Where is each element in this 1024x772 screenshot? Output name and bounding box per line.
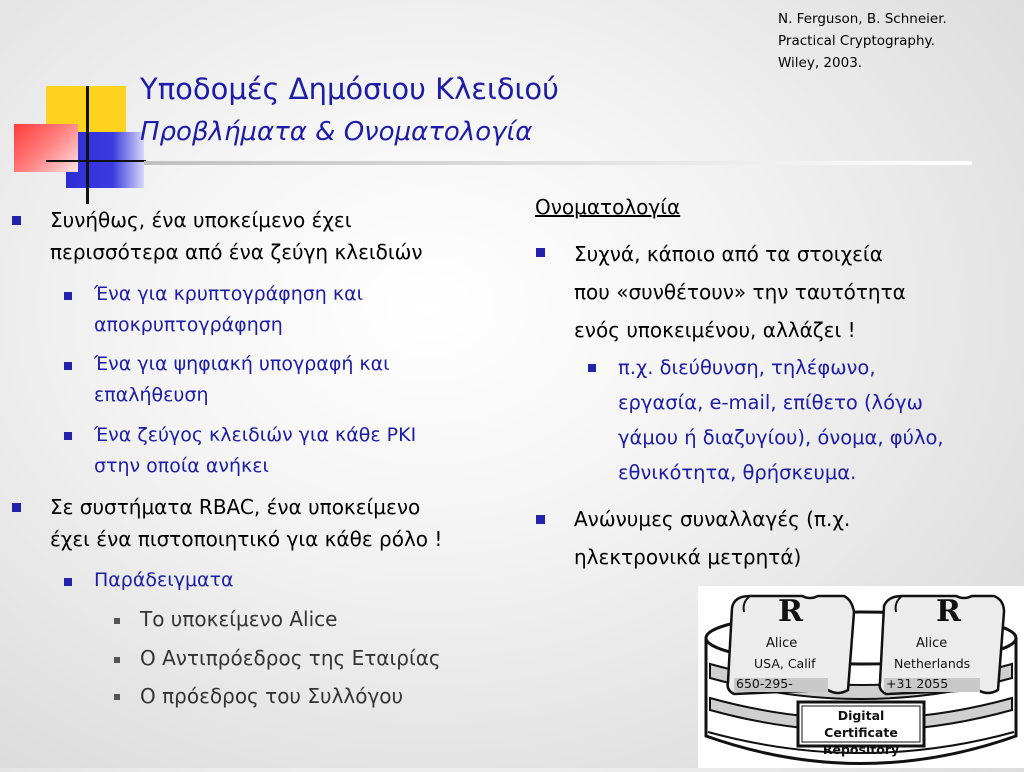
title-underline-rule	[144, 161, 972, 165]
sub-bullet-text	[94, 420, 416, 482]
sub-bullet-text	[94, 279, 363, 341]
citation-line: Practical Cryptography.	[778, 33, 935, 49]
sub-bullet-text	[618, 350, 944, 490]
bullet-marker	[64, 578, 72, 586]
section-heading: Ονοματολογία	[535, 195, 681, 219]
bullet-line: Ένα για ψηφιακή υπογραφή και	[94, 353, 390, 375]
bullet-line: Ανώνυμες συναλλαγές (π.χ.	[574, 507, 851, 531]
cert2-letter: R	[936, 594, 961, 629]
repository-label-line: Digital Certificate	[824, 708, 898, 740]
bullet-line: Σε συστήματα RBAC, ένα υποκείμενο	[50, 495, 421, 519]
bullet-line: Ένα ζεύγος κλειδιών για κάθε PKI	[94, 424, 417, 446]
bullet-marker	[536, 248, 545, 257]
bullet-text	[50, 204, 423, 268]
bullet-line: περισσότερα από ένα ζεύγη κλειδιών	[50, 240, 423, 264]
bullet-marker	[536, 515, 545, 524]
bullet-line: γάμου ή διαζυγίου), όνομα, φύλο,	[618, 426, 944, 449]
subsub-bullet-text: Ο Αντιπρόεδρος της Εταιρίας	[140, 646, 441, 670]
cert1-letter: R	[778, 594, 803, 629]
bullet-line: εργασία, e-mail, επίθετο (λόγω	[618, 391, 923, 414]
deco-horizontal-line	[46, 160, 146, 162]
bullet-line: επαλήθευση	[94, 384, 209, 406]
citation	[778, 8, 947, 74]
repository-label-line: Repository	[822, 742, 900, 757]
bullet-marker	[12, 503, 21, 512]
bullet-text	[574, 500, 850, 576]
bullet-text	[50, 491, 442, 555]
bullet-line: Συνήθως, ένα υποκείμενο έχει	[50, 208, 352, 232]
subsub-bullet-text: Ο πρόεδρος του Συλλόγου	[140, 684, 404, 708]
bullet-marker	[64, 432, 72, 440]
cert1-name: Alice	[766, 636, 798, 651]
bullet-line: εθνικότητα, θρήσκευμα.	[618, 461, 857, 484]
slide-title: Υποδομές Δημόσιου Κλειδιού	[140, 72, 559, 106]
bullet-marker	[588, 364, 596, 372]
deco-red-square	[14, 124, 78, 172]
bullet-line: στην οποία ανήκει	[94, 455, 269, 477]
sub-bullet-text	[94, 349, 390, 411]
citation-line: N. Ferguson, B. Schneier.	[778, 11, 947, 27]
slide-subtitle: Προβλήματα & Ονοματολογία	[140, 117, 533, 147]
bullet-line: ενός υποκειμένου, αλλάζει !	[574, 318, 856, 342]
bullet-line: ηλεκτρονικά μετρητά)	[574, 545, 802, 569]
bullet-line: που «συνθέτουν» την ταυτότητα	[574, 280, 906, 304]
bullet-line: έχει ένα πιστοποιητικό για κάθε ρόλο !	[50, 527, 443, 551]
bullet-line: Συχνά, κάποιο από τα στοιχεία	[574, 242, 883, 266]
subsub-bullet-text: Το υποκείμενο Alice	[140, 607, 338, 631]
sub-bullet-text: Παράδειγματα	[94, 569, 234, 591]
bullet-marker	[64, 362, 72, 370]
repository-label	[802, 707, 920, 758]
bullet-marker	[64, 292, 72, 300]
certificate-repository-figure	[698, 586, 1024, 768]
cert1-phone: 650-295-	[736, 676, 793, 691]
bullet-text	[574, 235, 906, 349]
cert2-phone: +31 2055	[886, 676, 949, 691]
bullet-line: Ένα για κρυπτογράφηση και	[94, 283, 364, 305]
bullet-line: αποκρυπτογράφηση	[94, 314, 283, 336]
bullet-marker	[114, 657, 120, 663]
bullet-marker	[114, 694, 120, 700]
cert2-name: Alice	[916, 636, 948, 651]
deco-vertical-line	[86, 86, 89, 204]
citation-line: Wiley, 2003.	[778, 55, 863, 71]
bullet-marker	[114, 618, 120, 624]
cert1-place: USA, Calif	[754, 656, 816, 671]
bullet-marker	[12, 216, 21, 225]
bullet-line: π.χ. διεύθυνση, τηλέφωνο,	[618, 356, 876, 379]
cert2-place: Netherlands	[894, 656, 971, 671]
